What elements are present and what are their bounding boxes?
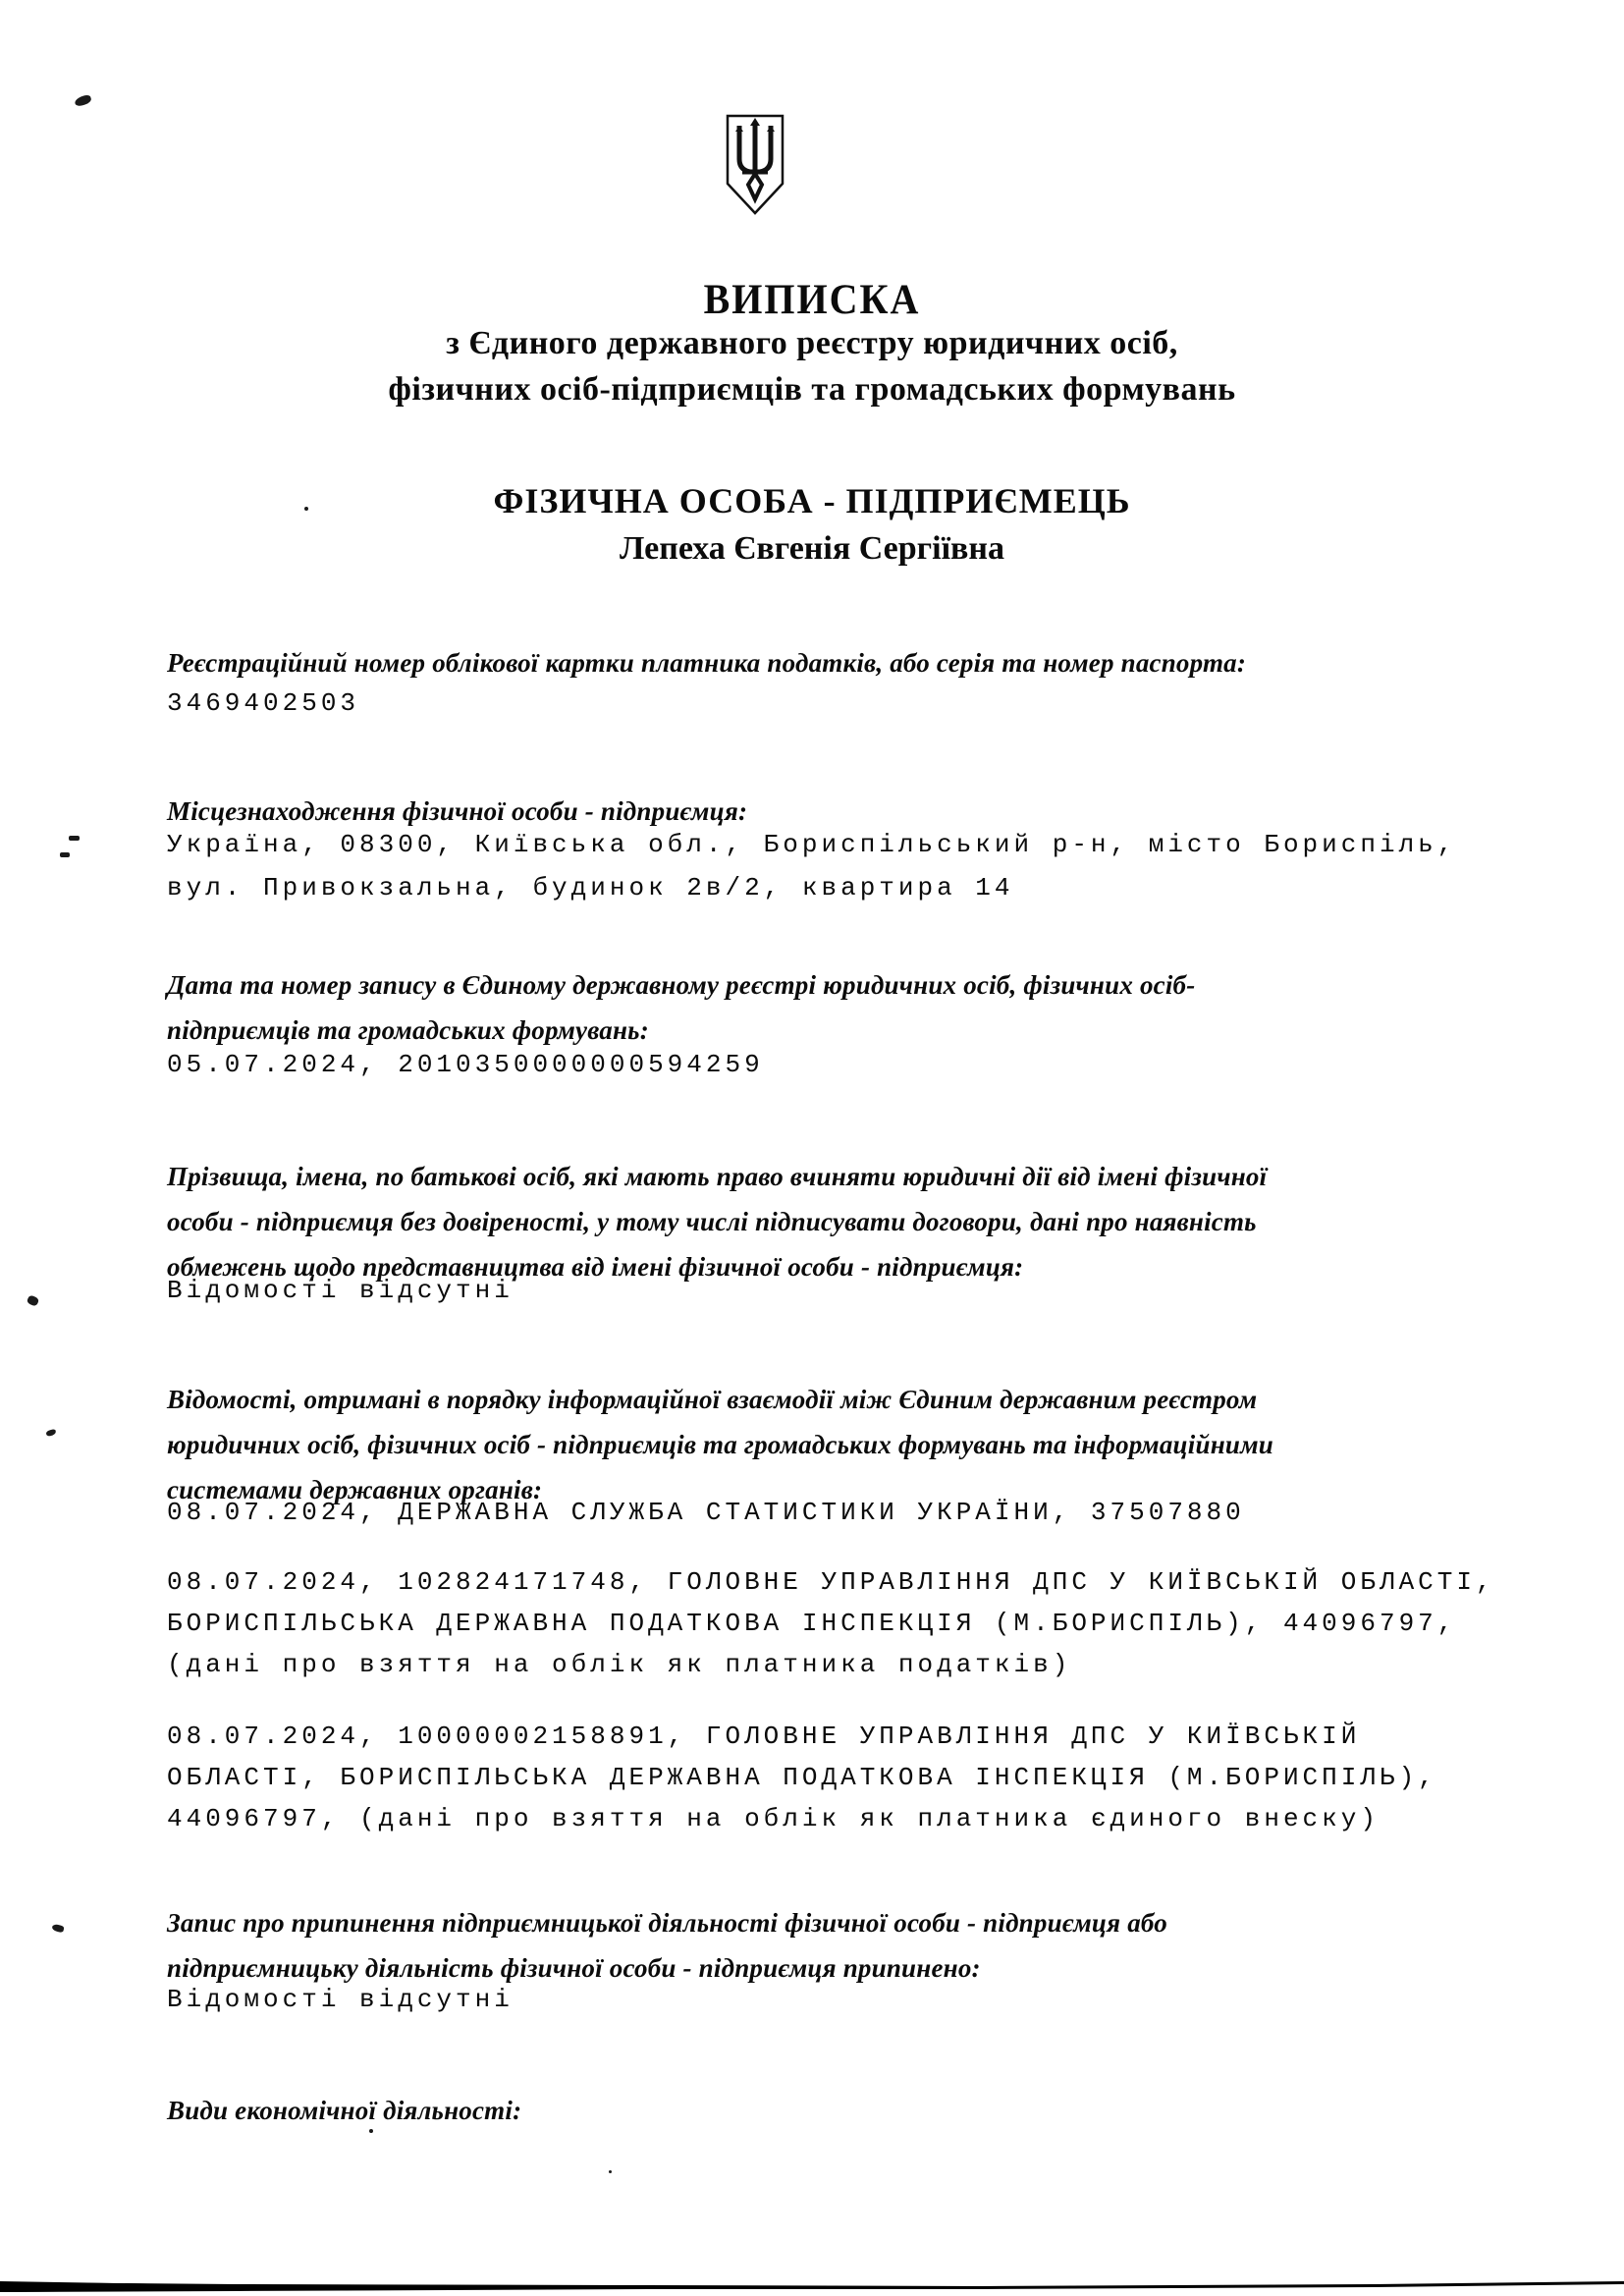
scan-artifact xyxy=(51,1924,64,1934)
trident-icon xyxy=(724,112,786,218)
scan-artifact xyxy=(69,836,80,841)
scan-artifact xyxy=(304,507,308,511)
value-interagency-tax-registration: 08.07.2024, 102824171748, ГОЛОВНЕ УПРАВЛІННЯ ДПС У КИЇВСЬКІЙ ОБЛАСТІ, БОРИСПІЛЬСЬКА ДЕРЖАВНА ПОДАТКОВА ІНСПЕКЦІЯ (М.БОРИСПІЛЬ), 44096797, (дані про взяття на облік як платника податків) xyxy=(167,1567,1495,1679)
value-record: 05.07.2024, 2010350000000594259 xyxy=(167,1050,764,1079)
scan-artifact xyxy=(369,2129,373,2133)
scan-edge-artifact xyxy=(0,2272,1624,2296)
value-interagency-statistics: 08.07.2024, ДЕРЖАВНА СЛУЖБА СТАТИСТИКИ УКРАЇНИ, 37507880 xyxy=(167,1498,1245,1527)
value-termination: Відомості відсутні xyxy=(167,1985,514,2014)
value-location: Україна, 08300, Київська обл., Бориспільський р-н, місто Бориспіль, вул. Привокзальна, будинок 2в/2, квартира 14 xyxy=(167,830,1457,902)
coat-of-arms-ukraine xyxy=(724,112,786,218)
scan-artifact xyxy=(27,1294,40,1307)
document-subtitle-line2: фізичних осіб-підприємців та громадських формувань xyxy=(388,371,1236,408)
scan-artifact xyxy=(74,94,92,108)
document-subtitle-line1: з Єдиного державного реєстру юридичних осіб, xyxy=(446,325,1178,361)
document-title: ВИПИСКА xyxy=(703,275,921,323)
value-tax-number: 3469402503 xyxy=(167,688,360,718)
person-name: Лепеха Євгенія Сергіївна xyxy=(620,530,1004,567)
scan-artifact xyxy=(45,1429,56,1437)
label-termination: Запис про припинення підприємницької діяльності фізичної особи - підприємця або підприємницьку діяльність фізичної особи - підприємця припинено: xyxy=(167,1908,1167,1983)
label-record: Дата та номер запису в Єдиному державному реєстрі юридичних осіб, фізичних осіб- підприємців та громадських формувань: xyxy=(167,970,1196,1045)
label-economic-activities: Види економічної діяльності: xyxy=(167,2096,522,2125)
value-signatories: Відомості відсутні xyxy=(167,1276,514,1305)
label-signatories: Прізвища, імена, по батькові осіб, які мають право вчиняти юридичні дії від імені фізичної особи - підприємця без довіреності, у тому числі підписувати договори, дані про наявність обмежень щодо представництва від імені фізичної особи - підприємця: xyxy=(167,1162,1268,1282)
label-interagency: Відомості, отримані в порядку інформаційної взаємодії між Єдиним державним реєстром юридичних осіб, фізичних осіб - підприємців та громадських формувань та інформаційними системами державних органів: xyxy=(167,1385,1274,1504)
scan-artifact xyxy=(60,852,70,857)
value-interagency-single-contribution: 08.07.2024, 10000002158891, ГОЛОВНЕ УПРАВЛІННЯ ДПС У КИЇВСЬКІЙ ОБЛАСТІ, БОРИСПІЛЬСЬКА ДЕРЖАВНА ПОДАТКОВА ІНСПЕКЦІЯ (М.БОРИСПІЛЬ), 44096797, (дані про взяття на облік як платника єдиного внеску) xyxy=(167,1722,1437,1833)
entity-type-heading: ФІЗИЧНА ОСОБА - ПІДПРИЄМЕЦЬ xyxy=(493,481,1131,520)
label-tax-number: Реєстраційний номер облікової картки платника податків, або серія та номер паспорта: xyxy=(167,648,1247,678)
label-location: Місцезнаходження фізичної особи - підприємця: xyxy=(167,796,748,826)
scan-artifact xyxy=(609,2170,612,2173)
